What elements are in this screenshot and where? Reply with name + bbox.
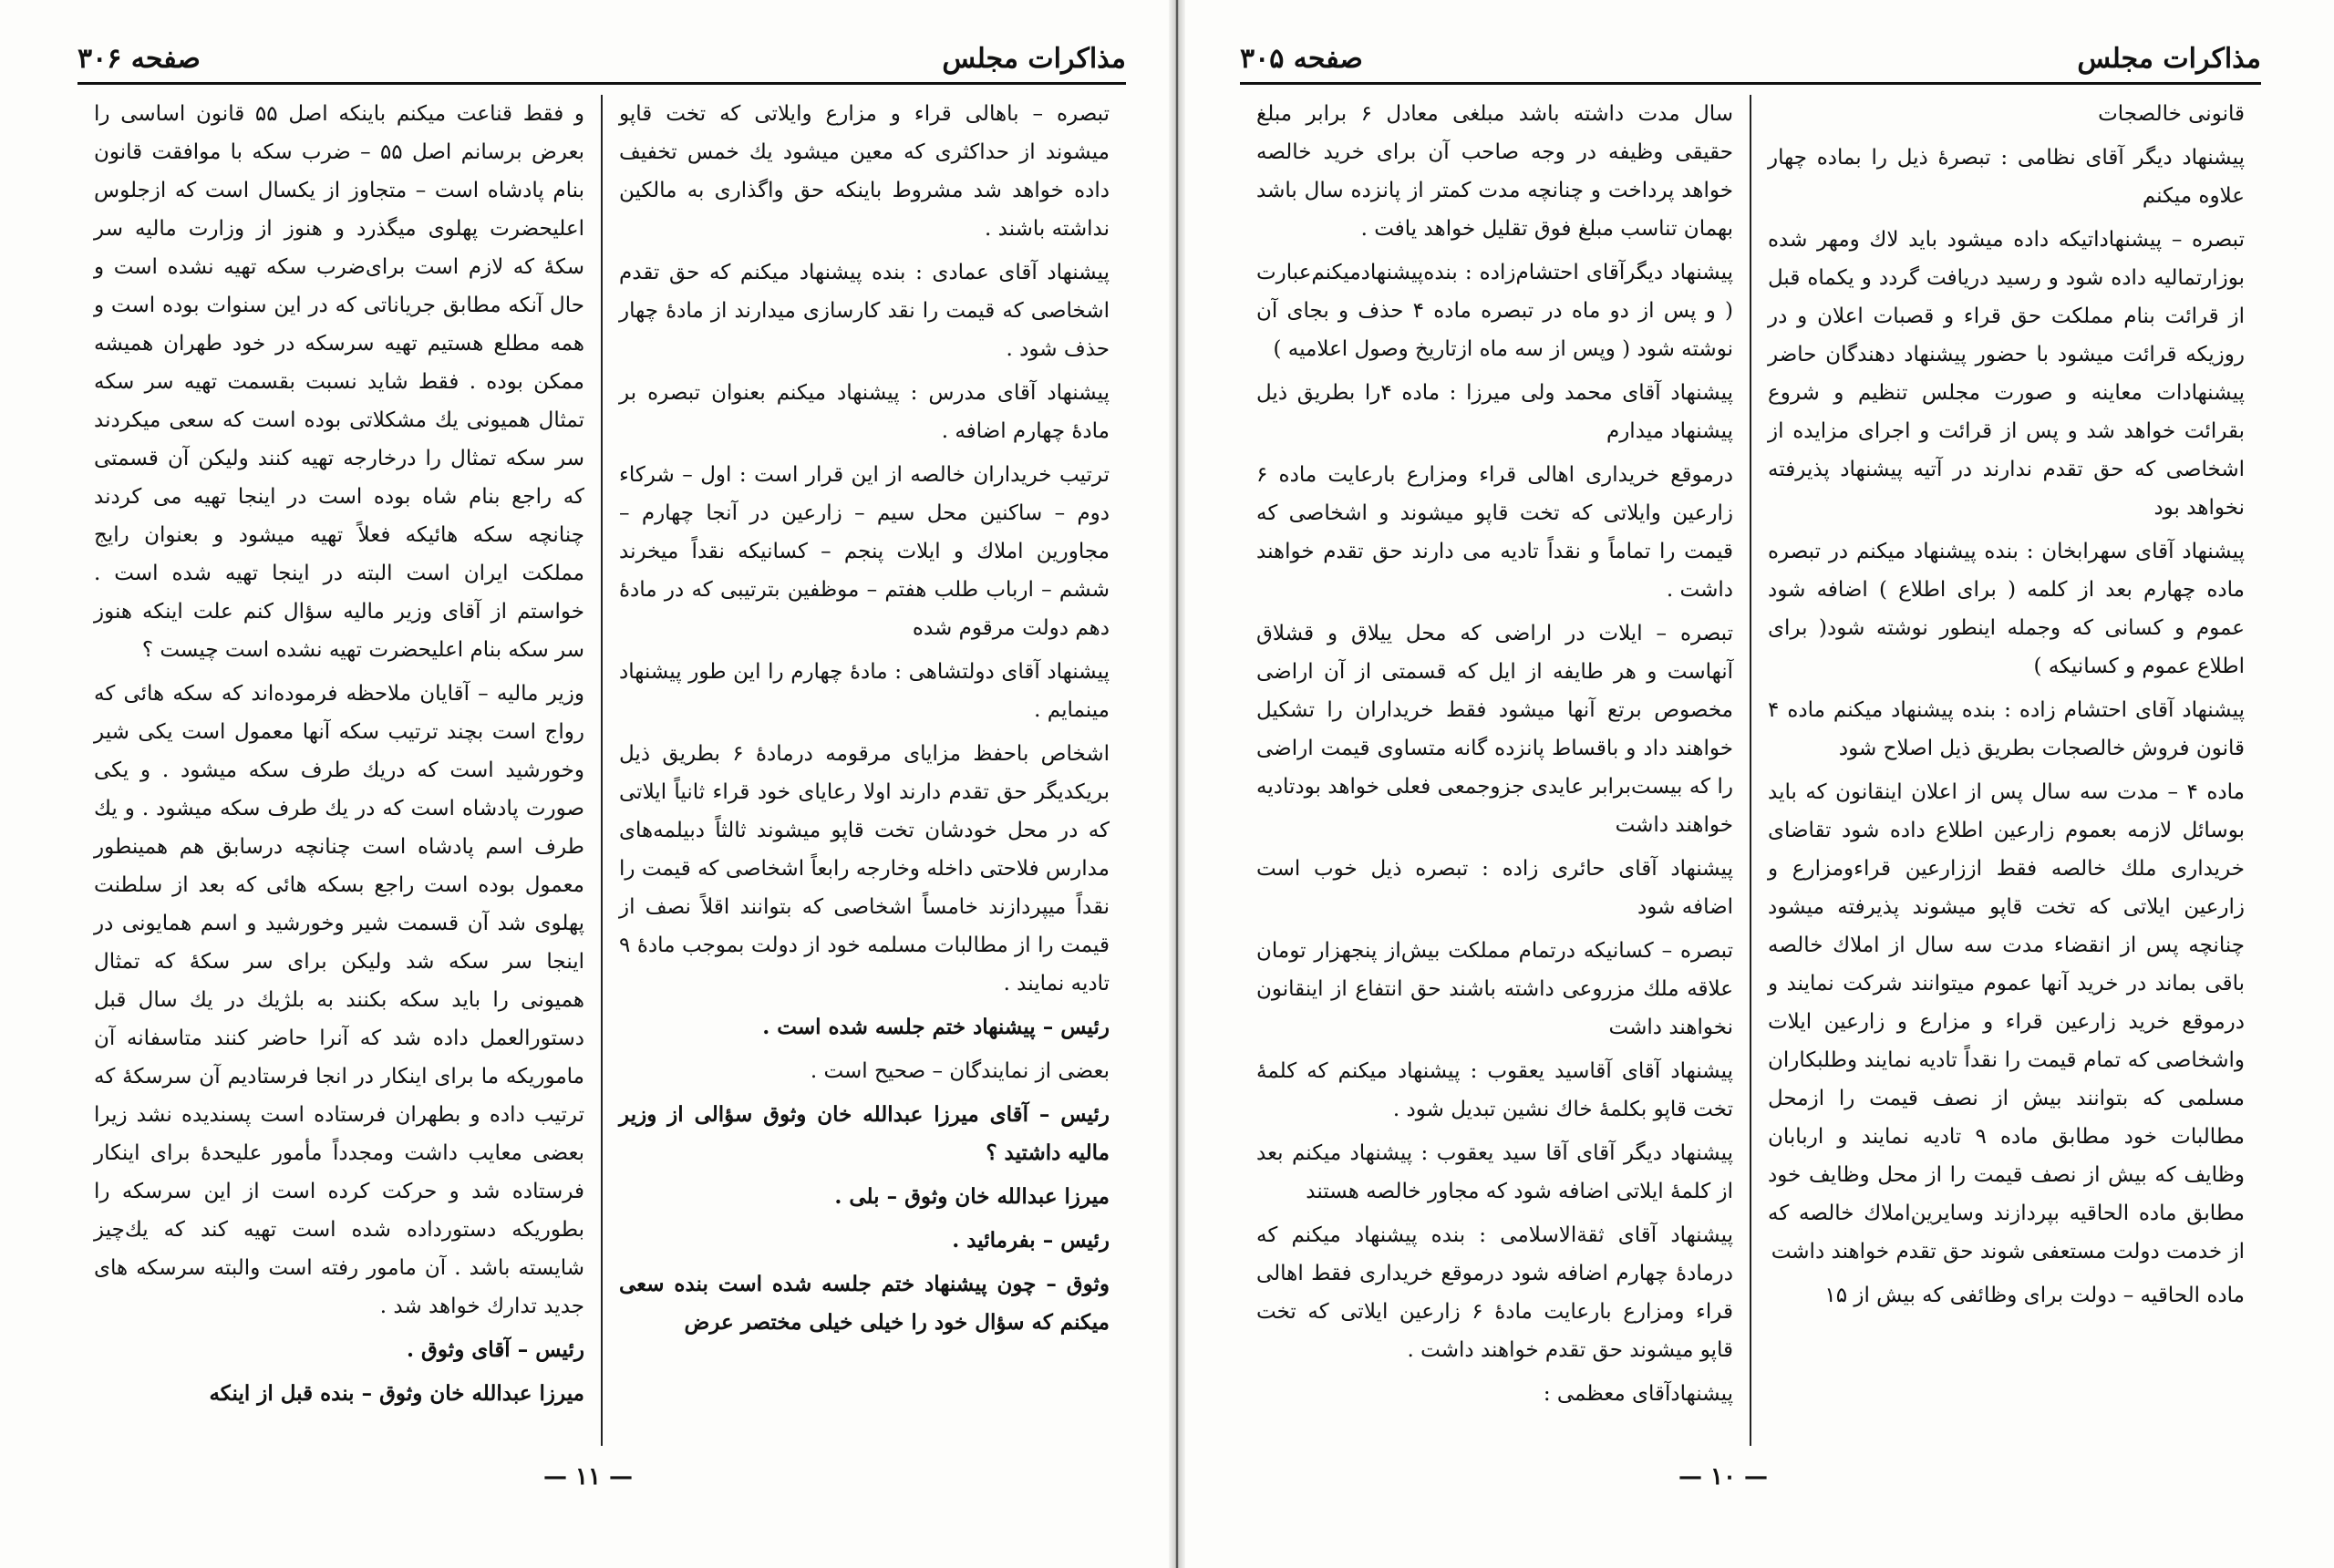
- paragraph: اشخاص باحفظ مزایای مرقومه درمادهٔ ۶ بطریق ذیل بریکدیگر حق تقدم دارند اولا رعایای خود قراء ثانیاً ایلاتی که در محل خودشان تخت قاپو میشوند ثالثاً دبیلمه‌های مدارس فلاحتی داخله وخارجه رابعاً اشخاصی که قیمت را نقداً میپردازند خامساً اشخاصی که بتوانند اقلاً نصف از قیمت را از مطالبات مسلمه خود از دولت بموجب مادهٔ ۹ تادیه نمایند .: [619, 742, 1110, 995]
- page-footer: — ۱۱ —: [542, 1463, 634, 1491]
- paragraph: پیشنهاد آقای ثقةالاسلامی : بنده پیشنهاد میکنم که درمادهٔ چهارم اضافه شود درموقع خریداری فقط اهالی قراء ومزارع بارعایت مادهٔ ۶ زارعین ایلاتی که تخت قاپو میشوند حق تقدم خواهند داشت .: [1256, 1223, 1733, 1362]
- paragraph: تبصره – ایلات در اراضی که محل ییلاق و قشلاق آنهاست و هر طایفه از ایل که قسمتی از آن اراضی مخصوص برتع آنها میشود فقط خریداران را تشکیل خواهند داد و باقساط پانزده گانه متساوی قیمت اراضی را که بیست‌برابر عایدی جزوجمعی فعلی خواهد بود‌تادیه خواهند داشت: [1256, 622, 1733, 837]
- paragraph: پیشنهاد دیگر آقای نظامی : تبصرهٔ ذیل را بماده چهار علاوه میکنم: [1768, 146, 2245, 208]
- paragraph: سال مدت داشته باشد مبلغی معادل ۶ برابر مبلغ حقیقی وظیفه در وجه صاحب آن برای خرید خالصه خواهد پرداخت و چنانچه مدت کمتر از پانزده سال باشد بهمان تناسب مبلغ فوق تقلیل خواهد یافت .: [1256, 102, 1733, 241]
- book-gutter: [1169, 0, 1185, 1568]
- paragraph: پیشنهاد آقای عمادی : بنده پیشنهاد میکنم که حق تقدم اشخاصی که قیمت را نقد کارسازی میدارند از مادهٔ چهار حذف شود .: [619, 261, 1110, 361]
- paragraph: رئیس – پیشنهاد ختم جلسه شده است .: [762, 1015, 1110, 1039]
- text-columns: [1240, 91, 2261, 1449]
- header-rule: [1240, 82, 2261, 85]
- page-footer: — ۱۰ —: [1678, 1463, 1769, 1491]
- page-305: [1185, 0, 2334, 1568]
- header-title: مذاکرات مجلس: [942, 43, 1126, 75]
- paragraph: ماده الحاقیه – دولت برای وظائفی که بیش از ۱۵: [1824, 1284, 2245, 1307]
- paragraph: وثوق – چون پیشنهاد ختم جلسه شده است بنده سعی میکنم که سؤال خود را خیلی خیلی مختصر عرض: [619, 1272, 1110, 1335]
- page-header: [77, 35, 1126, 75]
- header-title: مذاکرات مجلس: [2077, 43, 2261, 75]
- header-rule: [77, 82, 1126, 85]
- paragraph: رئیس – آقای وثوق .: [407, 1337, 584, 1362]
- page-header: [1240, 35, 2261, 75]
- paragraph: ماده ۴ – مدت سه سال پس از اعلان اینقانون که باید بوسائل لازمه بعموم زارعین اطلاع داده شود تقاضای خریداری ملك خالصه فقط اززارعین قراءومزارع و زارعین ایلاتی که تخت قاپو میشوند پذیرفته میشود چنانچه پس از انقضاء مدت سه سال از املاك خالصه باقی بماند در خرید آنها عموم میتوانند شرکت نمایند و درموقع خرید زارعین قراء و مزارع و زارعین ایلات واشخاصی که تمام قیمت را نقداً تادیه نمایند وطلبکاران مسلمی که بتوانند بیش از نصف قیمت را از‌محل مطالبات خود مطابق ماده ۹ تادیه نمایند و اربابان وظایف که بیش از نصف قیمت را از محل وظایف خود مطابق ماده الحاقیه بپردازند وسایرین‌املاك خالصه که از خدمت دولت مستعفی شوند حق تقدم خواهند داشت: [1768, 780, 2245, 1264]
- paragraph: پیشنهاد آقای محمد ولی میرزا : ماده ۴را بطریق ذیل پیشنهاد میدارم: [1256, 381, 1733, 443]
- text-columns: [77, 91, 1126, 1449]
- paragraph: تبصره – کسانیکه در‌تمام مملکت بیش‌از پنجهزار تومان علاقه ملك مزروعی داشته باشند حق انتفاع از اینقانون نخواهند داشت: [1256, 939, 1733, 1039]
- paragraph: پیشنهاد آقای حائری زاده : تبصره ذیل خوب است اضافه شود: [1256, 857, 1733, 919]
- paragraph: قانونی خالصجات: [2098, 102, 2245, 126]
- paragraph: پیشنهاد دیگر آقای آقا سید یعقوب : پیشنهاد میکنم بعد از کلمهٔ ایلاتی اضافه شود که مجاور خالصه هستند: [1256, 1141, 1733, 1203]
- paragraph: پیشنهادآقای معظمی :: [1543, 1382, 1733, 1406]
- paragraph: میرزا عبدالله خان وثوق – بنده قبل از اینکه: [209, 1381, 584, 1406]
- paragraph: رئیس – بفرمائید .: [952, 1228, 1110, 1253]
- paragraph: پیشنهاد آقای آقاسید یعقوب : پیشنهاد میکنم که کلمهٔ تخت قاپو بکلمهٔ خاك نشین تبدیل شود .: [1256, 1059, 1733, 1121]
- column-right: [1751, 91, 2261, 1449]
- paragraph: بعضی از نمایندگان – صحیح است .: [810, 1059, 1110, 1083]
- paragraph: و فقط قناعت میکنم باینکه اصل ۵۵ قانون اساسی را بعرض برسانم اصل ۵۵ – ضرب سکه با موافقت قانون بنام پادشاه است – متجاوز از یکسال است که ازجلوس اعلیحضرت پهلوی میگذرد و هنوز از وزارت مالیه سر سکهٔ که لازم است برای‌ضرب سکه تهیه نشده است و حال آنکه مطابق جریاناتی که در این سنوات بوده است و همه مطلع هستیم تهیه سرسکه در خود طهران همیشه ممکن بوده . فقط شاید نسبت بقسمت تهیه سر سکه تمثال همیونی یك مشکلاتی بوده است که سعی میکردند سر سکه تمثال را درخارجه تهیه کنند ولیکن آن قسمتی که راجع بنام شاه بوده است در اینجا تهیه می کردند چنانچه سکه هائیکه فعلاً تهیه میشود و بعنوان رایج مملکت ایران است البته در اینجا تهیه شده است . خواستم از آقای وزیر مالیه سؤال کنم علت اینکه هنوز سر سکه بنام اعلیحضرت تهیه نشده است چیست ؟: [94, 102, 584, 662]
- header-page-number: صفحه ۳۰۵: [1240, 43, 1363, 75]
- paragraph: تبصره – پیشنهاداتیکه داده میشود باید لاك ومهر شده بوزارتمالیه داده شود و رسید دریافت گردد و یکماه قبل از قرائت بنام مملکت حق قراء و قصبات اعلان و در روزیکه قرائت میشود با حضور پیشنهاد دهندگان حاضر پیشنهادات معاینه و صورت مجلس تنظیم و شروع بقرائت خواهد شد و پس از قرائت و اجرای مزایده از اشخاصی که حق تقدم ندارند در آتیه پیشنهاد پذیرفته نخواهد بود: [1768, 228, 2245, 520]
- paragraph: رئیس – آقای میرزا عبدالله خان وثوق سؤالی از وزیر مالیه داشتید ؟: [619, 1102, 1110, 1165]
- paragraph: وزیر مالیه – آقایان ملاحظه فرموده‌اند که سکه هائی که رواج است بچند ترتیب سکه آنها معمول است یکی شیر وخورشید است که دریك طرف سکه میشود . و یکی صورت پادشاه است که در یك طرف سکه میشود . و یك طرف اسم پادشاه است چنانچه درسابق هم همینطور معمول بوده است راجع بسکه هائی که بعد از سلطنت پهلوی شد آن قسمت شیر وخورشید و اسم همایونی در اینجا سر سکه شد ولیکن برای سر سکهٔ که تمثال همیونی را باید سکه بکنند به بلژیك در یك سال قبل دستورالعمل داده شد که آنرا حاضر کنند متاسفانه آن ماموریکه ما برای اینکار در انجا فرستادیم آن سرسکهٔ که ترتیب داده و بطهران فرستاده است پسندیده نشد زیرا بعضی معایب داشت ومجدداً مأمور علیحدهٔ برای اینکار فرستاده شد و حرکت کرده است از این سرسکه را بطوریکه دستورداده شده است تهیه کند که یك‌چیز شایسته باشد . آن مامور رفته است والبته سرسکه های جدید تدارك خواهد شد .: [94, 682, 584, 1318]
- column-left: [1240, 91, 1750, 1449]
- paragraph: ترتیب خریداران خالصه از این قرار است : اول – شرکاء دوم – ساکنین محل سیم – زارعین در آنجا چهارم – مجاورین املاك و ایلات پنجم – کسانیکه نقداً میخرند ششم – ارباب طلب هفتم – موظفین بترتیبی که در مادهٔ دهم دولت مرقوم شده: [619, 463, 1110, 640]
- paragraph: تبصره – باهالی قراء و مزارع وایلاتی که تخت قاپو میشوند از حداکثری که معین میشود یك خمس تخفیف داده خواهد شد مشروط باینکه حق واگذاری به مالکین نداشته باشند .: [619, 102, 1110, 241]
- paragraph: درموقع خریداری اهالی قراء ومزارع بارعایت ماده ۶ زارعین وایلاتی که تخت قاپو میشوند و اشخاصی که قیمت را تماماً و نقداً تادیه می دارند حق تقدم خواهند داشت .: [1256, 463, 1733, 602]
- paragraph: میرزا عبدالله خان وثوق – بلی .: [834, 1184, 1110, 1209]
- paragraph: پیشنهاد آقای دولتشاهی : مادهٔ چهارم را این طور پیشنهاد مینمایم .: [619, 660, 1110, 722]
- header-page-number: صفحه ۳۰۶: [77, 43, 201, 75]
- column-right: [603, 91, 1126, 1449]
- column-left: [77, 91, 601, 1449]
- paragraph: پیشنهاد آقای سهرابخان : بنده پیشنهاد میکنم در تبصره ماده چهارم بعد از کلمه ( برای اطلاع ) اضافه شود عموم و کسانی که وجمله اینطور نوشته شود( برای اطلاع عموم و کسانیکه ): [1768, 540, 2245, 678]
- paragraph: پیشنهاد دیگرآقای احتشام‌زاده : بنده‌پیشنهادمیکنم‌عبارت ( و پس از دو ماه در تبصره ماده ۴ حذف و بجای آن نوشته شود ( وپس از سه ماه ازتاریخ وصول اعلامیه ): [1256, 261, 1733, 361]
- paragraph: پیشنهاد آقای احتشام زاده : بنده پیشنهاد میکنم ماده ۴ قانون فروش خالصجات بطریق ذیل اصلاح شود: [1768, 698, 2245, 760]
- paragraph: پیشنهاد آقای مدرس : پیشنهاد میکنم بعنوان تبصره بر مادهٔ چهارم اضافه .: [619, 381, 1110, 443]
